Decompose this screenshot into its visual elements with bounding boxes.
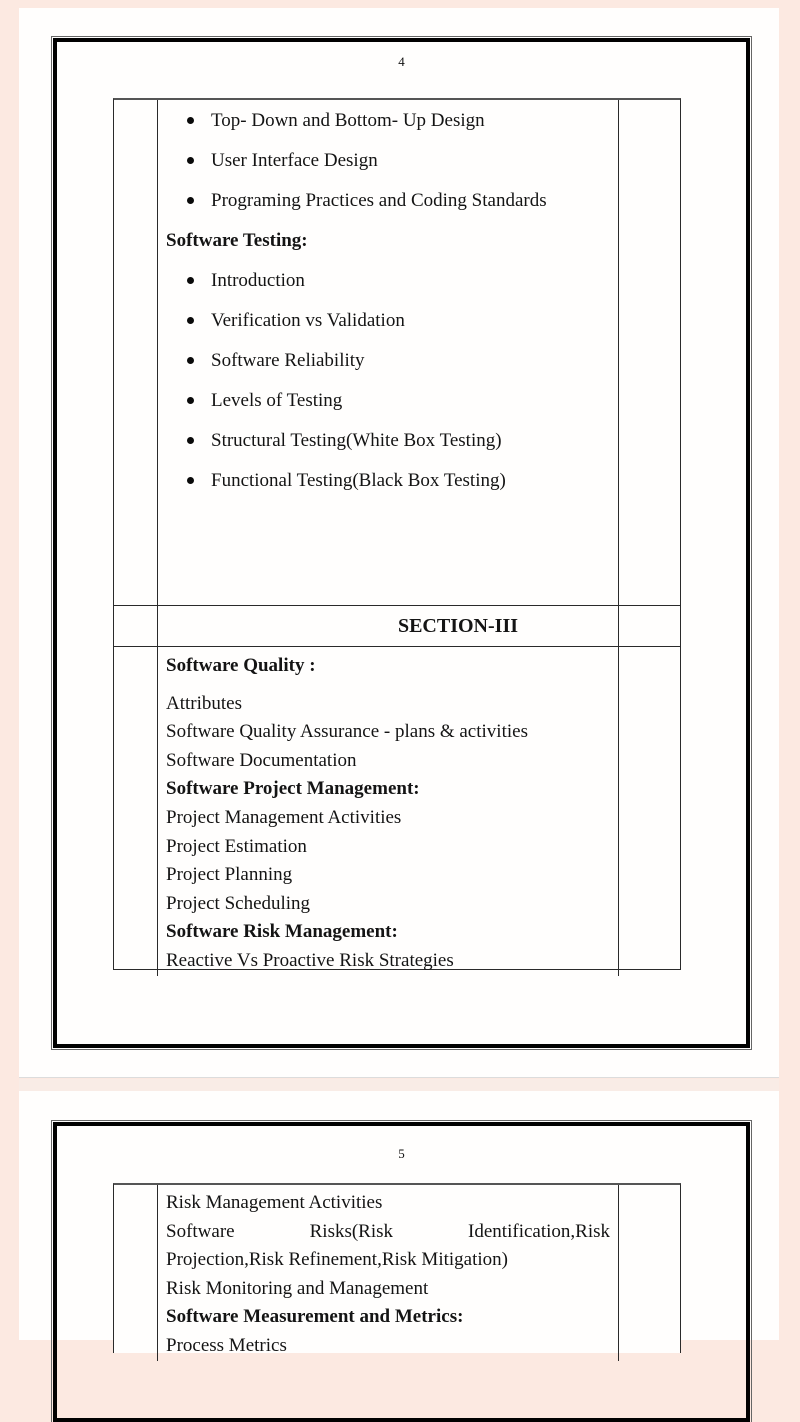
- bullet-icon: [187, 357, 194, 364]
- table-cell-left-gutter: [114, 100, 158, 606]
- content-line: Project Estimation: [166, 835, 307, 857]
- list-item: [166, 306, 610, 335]
- bullet-icon: [187, 157, 194, 164]
- table-cell-right-gutter: [619, 606, 680, 647]
- table-cell-left-gutter: [114, 1185, 158, 1361]
- list-item: [166, 346, 610, 375]
- bullet-icon: [187, 317, 194, 324]
- page-number: 4: [398, 54, 405, 69]
- bullet-text: Structural Testing(White Box Testing): [211, 430, 502, 451]
- bullet-text: Functional Testing(Black Box Testing): [211, 470, 506, 491]
- table-cell-content: [158, 1185, 619, 1361]
- table-cell-left-gutter: [114, 647, 158, 976]
- content-line: Software Project Management:: [166, 778, 420, 800]
- table-cell-content: [158, 647, 619, 976]
- list-item: [166, 466, 610, 495]
- page-number: 5: [398, 1146, 405, 1161]
- table-cell-content: [158, 100, 619, 606]
- content-line: Risk Monitoring and Management: [166, 1277, 429, 1299]
- content-line: Process Metrics: [166, 1334, 287, 1356]
- page-gap: [19, 1079, 779, 1091]
- bullet-icon: [187, 277, 194, 284]
- content-line: Software Quality Assurance - plans & activities: [166, 721, 528, 743]
- content-line: Attributes: [166, 692, 242, 714]
- list-item: [166, 146, 610, 175]
- bullet-icon: [187, 117, 194, 124]
- table-cell-left-gutter: [114, 606, 158, 647]
- content-line: Project Scheduling: [166, 892, 311, 914]
- content-line: Software Documentation: [166, 749, 357, 771]
- topic-heading: Software Testing:: [166, 230, 308, 251]
- list-item: [166, 386, 610, 415]
- content-line: Project Management Activities: [166, 806, 402, 828]
- bullet-text: Levels of Testing: [211, 390, 343, 411]
- content-line: Software Risk Management:: [166, 921, 398, 943]
- content-line: Software Measurement and Metrics:: [166, 1306, 464, 1328]
- section-title: SECTION-III: [158, 606, 619, 647]
- content-line: Risk Management Activities: [166, 1192, 383, 1213]
- table-cell-right-gutter: [619, 1185, 680, 1361]
- document-page-5: [19, 1091, 779, 1356]
- table-cell-right-gutter: [619, 100, 680, 606]
- list-item: [166, 426, 610, 455]
- bullet-icon: [187, 477, 194, 484]
- bullet-list: [166, 266, 610, 495]
- bullet-text: Introduction: [211, 270, 305, 291]
- bullet-text: Top- Down and Bottom- Up Design: [211, 110, 485, 131]
- bullet-text: User Interface Design: [211, 150, 378, 171]
- content-line: Reactive Vs Proactive Risk Strategies: [166, 949, 454, 971]
- syllabus-table: [113, 1183, 681, 1356]
- content-line: Software Risks(Risk Identification,Risk: [166, 1220, 610, 1242]
- bullet-icon: [187, 197, 194, 204]
- list-item: [166, 266, 610, 295]
- bullet-text: Software Reliability: [211, 350, 365, 371]
- document-page-4: [19, 8, 779, 1078]
- list-item: [166, 106, 610, 135]
- content-line: Software Quality :: [166, 655, 316, 676]
- bullet-text: Verification vs Validation: [211, 310, 405, 331]
- syllabus-table: [113, 98, 681, 970]
- content-line: Projection,Risk Refinement,Risk Mitigation): [166, 1249, 508, 1271]
- table-cell-right-gutter: [619, 647, 680, 976]
- bullet-icon: [187, 397, 194, 404]
- bullet-text: Programing Practices and Coding Standards: [211, 190, 547, 211]
- content-line: Project Planning: [166, 864, 293, 886]
- bullet-list: [166, 106, 610, 215]
- bullet-icon: [187, 437, 194, 444]
- list-item: [166, 186, 610, 215]
